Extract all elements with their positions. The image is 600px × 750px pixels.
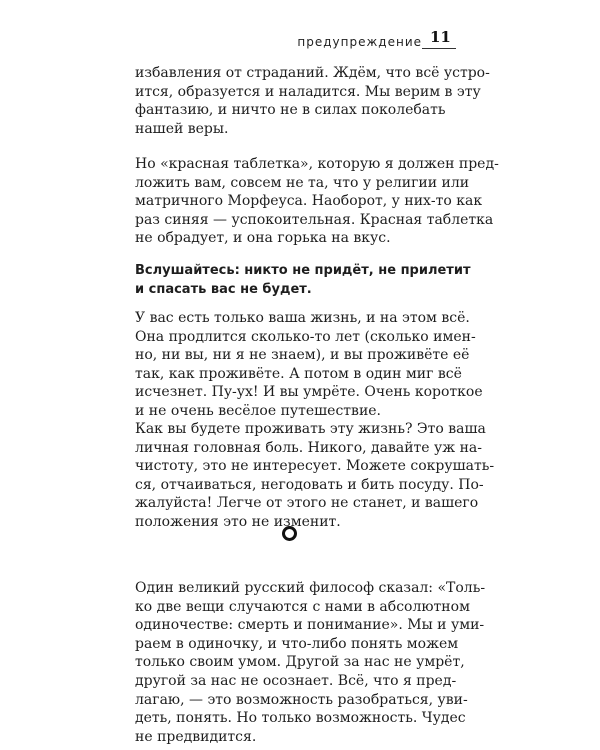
text-line: Она продлится сколько-то лет (сколько имен- [135,328,476,345]
text-line: и не очень весёлое путешествие. [135,402,382,419]
text-line: раз синяя — успокоительная. Красная таблетка [135,211,494,228]
text-line: ся, отчаиваться, негодовать и бить посуду. По- [135,476,484,493]
text-line: одиночестве: смерть и понимание». Мы и уми- [135,617,485,634]
text-line: не предвидится. [135,728,257,745]
section-title: предупреждение [297,35,422,49]
header-rule [422,48,456,49]
paragraph-4 [135,309,483,421]
text-line: лагаю, — это возможность разобраться, уви- [135,691,468,708]
paragraph-2 [135,155,499,248]
text-line: раем в одиночку, и что-либо понять можем [135,635,459,652]
text-line: У вас есть только ваша жизнь, и на этом всё. [135,310,470,326]
text-line: фантазию, и ничто не в силах поколебать [135,102,446,119]
text-line: Один великий русский философ сказал: «Толь- [135,580,486,596]
text-line: ложить вам, совсем не та, что у религии или [135,174,470,191]
text-line: Но «красная таблетка», которую я должен пред- [135,156,499,172]
text-line: жалуйста! Легче от этого не станет, и вашего [135,495,479,512]
text-line: матричного Морфеуса. Наоборот, у них-то как [135,193,483,210]
text-line: Как вы будете проживать эту жизнь? Это ваша [135,421,486,437]
page-header [0,26,600,56]
paragraph-6 [135,579,486,746]
text-line: личная головная боль. Никого, давайте уж на- [135,439,483,456]
page-number: 11 [430,28,451,46]
text-line: Вслушайтесь: никто не придёт, не прилетит [135,263,471,278]
text-line: положения это не изменит. [135,513,341,530]
text-line: нашей веры. [135,120,229,137]
text-line: не обрадует, и она горька на вкус. [135,230,391,247]
section-divider-circle [282,526,297,541]
text-line: и спасать вас не будет. [135,281,312,297]
text-line: только своим умом. Другой за нас не умрёт, [135,654,465,671]
text-line: другой за нас не осознает. Всё, что я пред- [135,672,457,689]
text-line: но, ни вы, ни я не знаем), и вы проживёте её [135,347,470,364]
paragraph-5 [135,420,495,532]
paragraph-1 [135,64,490,138]
text-line: деть, понять. Но только возможность. Чудес [135,710,466,727]
text-line: исчезнет. Пу-ух! И вы умрёте. Очень короткое [135,384,483,401]
paragraph-3-emphasis [135,262,471,299]
text-line: ится, образуется и наладится. Мы верим в эту [135,83,481,100]
text-line: избавления от страданий. Ждём, что всё устро- [135,65,490,81]
text-line: так, как проживёте. А потом в один миг всё [135,365,462,382]
text-line: ко две вещи случаются с нами в абсолютном [135,598,470,615]
text-line: чистоту, это не интересует. Можете сокрушать- [135,458,495,475]
